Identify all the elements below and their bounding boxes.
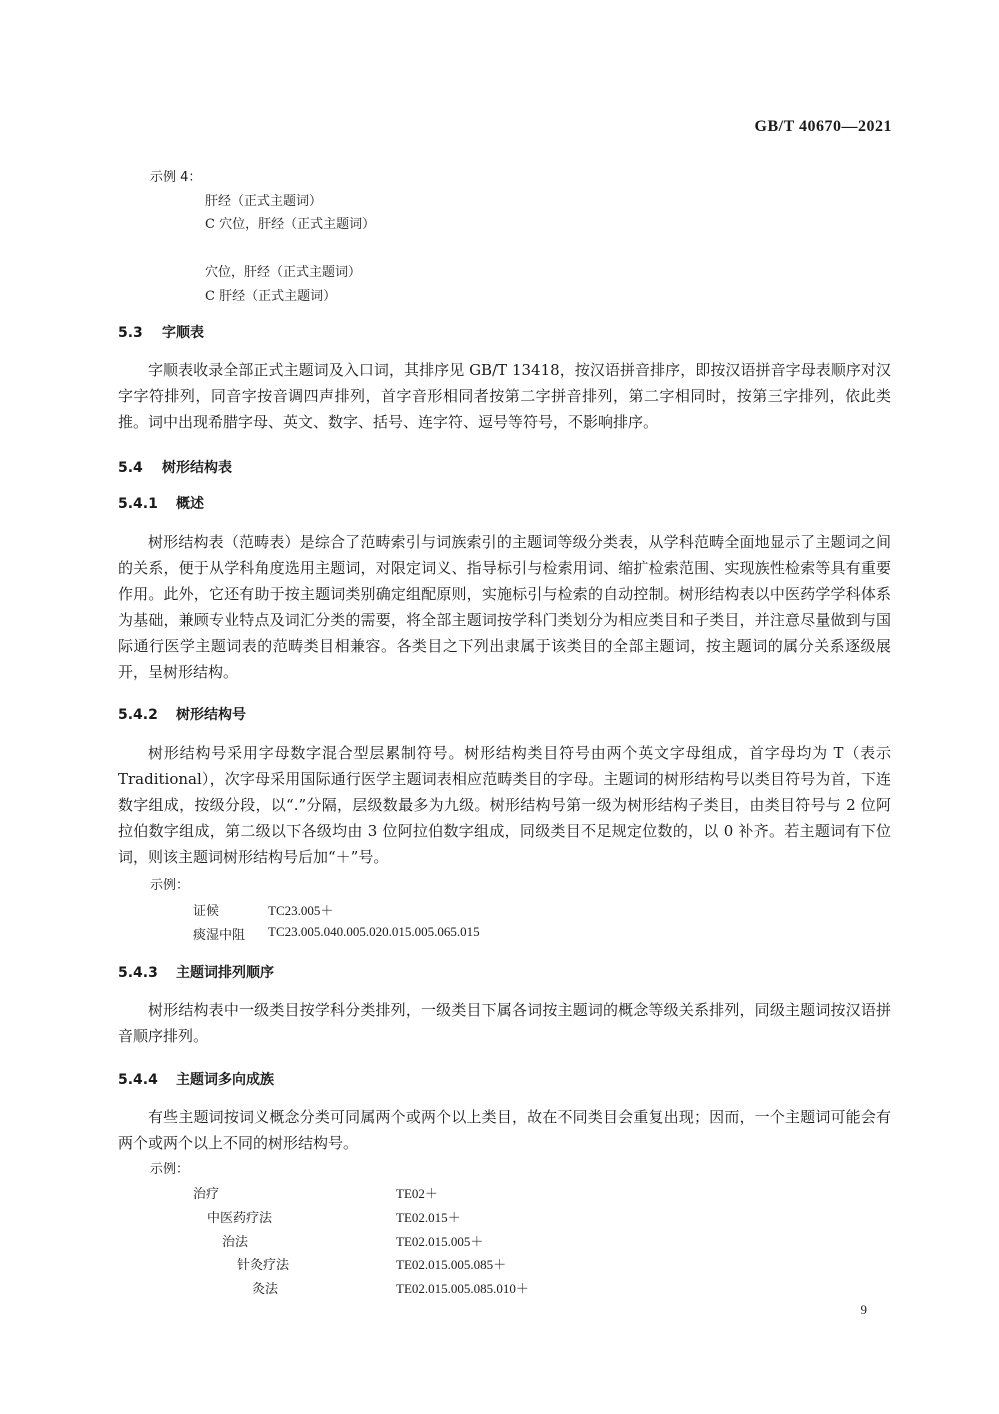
example-4-label: 示例 4： [150, 170, 202, 185]
section-5-4-1-title: 概述 [176, 496, 204, 512]
section-5-4-4-number: 5.4.4 [118, 1072, 158, 1088]
tree-term: 中医药疗法 [207, 1211, 273, 1226]
section-5-3-heading [118, 322, 204, 342]
example-code: TC23.005＋ [268, 903, 334, 918]
section-5-3-title: 字顺表 [162, 325, 204, 341]
section-5-4-3-number: 5.4.3 [118, 965, 158, 981]
section-5-4-title: 树形结构表 [162, 460, 232, 476]
tree-term: 针灸疗法 [237, 1258, 290, 1273]
page-number: 9 [860, 1302, 867, 1317]
example-code: TC23.005.040.005.020.015.005.065.015 [268, 924, 480, 939]
tree-code: TE02.015＋ [396, 1210, 461, 1225]
section-5-4-2-title: 树形结构号 [176, 707, 246, 723]
section-5-4-2-body: 树形结构号采用字母数字混合型层累制符号。树形结构类目符号由两个英文字母组成，首字母均为 T（表示 Traditional），次字母采用国际通行医学主题词表相应范畴类目的字母。主题词的树形结构号以类目符号为首，下连数字组成，按级分段，以“.”分隔，层级数最多为九级。树形结构号第一级为树形结构子类目，由类目符号与 2 位阿拉伯数字组成，第二级以下各级均由 3 位阿拉伯数字组成，同级类目不足规定位数的，以 0 补齐。若主题词有下位词，则该主题词树形结构号后加“＋”号。 [118, 744, 891, 866]
section-5-4-3-title: 主题词排列顺序 [176, 965, 274, 981]
section-5-4-1-body: 树形结构表（范畴表）是综合了范畴索引与词族索引的主题词等级分类表，从学科范畴全面地显示了主题词之间的关系，便于从学科角度选用主题词，对限定词义、指导标引与检索用词、缩扩检索范围、实现族性检索等具有重要作用。此外，它还有助于按主题词类别确定组配原则，实施标引与检索的自动控制。树形结构表以中医药学学科体系为基础，兼顾专业特点及词汇分类的需要，将全部主题词按学科门类划分为相应类目和子类目，并注意尽量做到与国际通行医学主题词表的范畴类目相兼容。各类目之下列出隶属于该类目的全部主题词，按主题词的属分关系逐级展开，呈树形结构。 [118, 533, 891, 681]
section-5-4-2-example-label: 示例： [150, 878, 190, 893]
section-5-4-2-heading [118, 704, 246, 724]
section-5-4-1-number: 5.4.1 [118, 496, 158, 512]
example-term: 证候 [193, 904, 220, 919]
section-5-4-3-heading [118, 962, 274, 982]
section-5-4-3-body: 树形结构表中一级类目按学科分类排列，一级类目下属各词按主题词的概念等级关系排列，同级主题词按汉语拼音顺序排列。 [118, 1001, 891, 1045]
section-5-4-1-heading [118, 493, 204, 513]
section-5-4-4-title: 主题词多向成族 [176, 1072, 274, 1088]
section-5-4-heading [118, 457, 232, 477]
tree-term: 治疗 [193, 1187, 220, 1202]
section-5-4-number: 5.4 [118, 460, 143, 476]
example-4-line-2: C 穴位，肝经（正式主题词） [205, 217, 376, 232]
section-5-3-body: 字顺表收录全部正式主题词及入口词，其排序见 GB/T 13418，按汉语拼音排序，即按汉语拼音字母表顺序对汉字字符排列，同音字按音调四声排列，首字音形相同者按第二字拼音排列，第二字相同时，按第三字排列，依此类推。词中出现希腊字母、英文、数字、括号、连字符、逗号等符号，不影响排序。 [118, 361, 891, 431]
example-term: 痰湿中阻 [193, 928, 246, 943]
tree-code: TE02.015.005.085＋ [396, 1257, 507, 1272]
example-4-line-1: 肝经（正式主题词） [205, 194, 323, 209]
standard-code: GB/T 40670—2021 [754, 118, 892, 135]
section-5-4-4-example-label: 示例： [150, 1162, 190, 1177]
example-4-line-3: 穴位，肝经（正式主题词） [205, 265, 362, 280]
tree-code: TE02.015.005＋ [396, 1234, 484, 1249]
example-4-line-4: C 肝经（正式主题词） [205, 289, 337, 304]
section-5-4-4-body: 有些主题词按词义概念分类可同属两个或两个以上类目，故在不同类目会重复出现；因而，一个主题词可能会有两个或两个以上不同的树形结构号。 [118, 1108, 891, 1152]
tree-term: 治法 [222, 1235, 249, 1250]
tree-code: TE02.015.005.085.010＋ [396, 1281, 529, 1296]
section-5-4-2-number: 5.4.2 [118, 707, 158, 723]
tree-code: TE02＋ [396, 1186, 438, 1201]
tree-term: 灸法 [252, 1282, 279, 1297]
section-5-3-number: 5.3 [118, 325, 143, 341]
section-5-4-4-heading [118, 1069, 274, 1089]
